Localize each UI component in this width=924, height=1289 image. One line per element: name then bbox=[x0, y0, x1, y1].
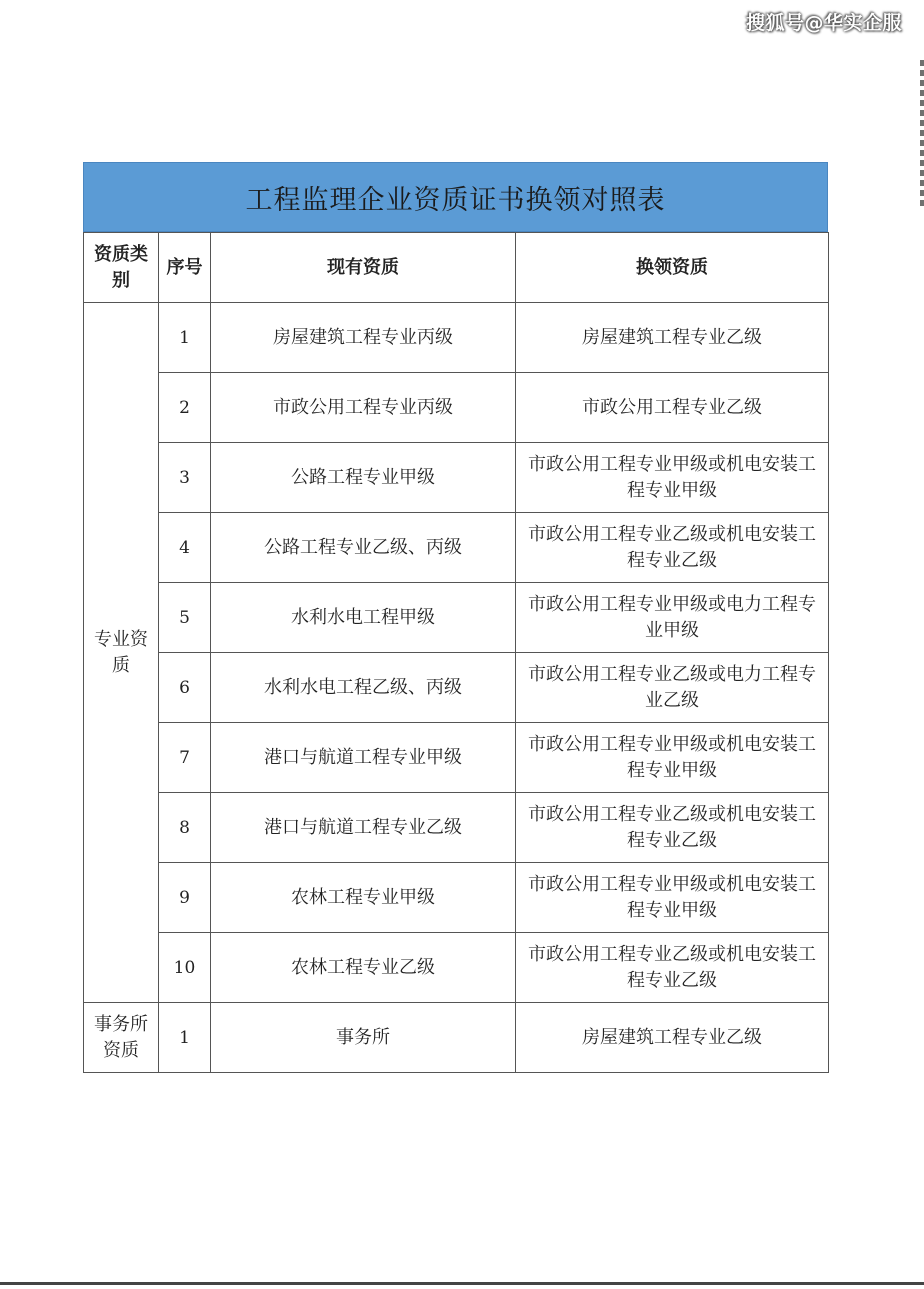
header-number: 序号 bbox=[159, 233, 211, 303]
table-row bbox=[84, 863, 829, 933]
number-cell: 10 bbox=[159, 933, 211, 1003]
number-cell: 1 bbox=[159, 303, 211, 373]
table-row bbox=[84, 373, 829, 443]
number-cell: 1 bbox=[159, 1003, 211, 1073]
number-cell: 5 bbox=[159, 583, 211, 653]
header-row bbox=[84, 233, 829, 303]
table-row bbox=[84, 933, 829, 1003]
current-cell: 港口与航道工程专业乙级 bbox=[211, 793, 516, 863]
table-body bbox=[84, 303, 829, 1073]
current-cell: 农林工程专业乙级 bbox=[211, 933, 516, 1003]
table-row bbox=[84, 583, 829, 653]
current-cell: 事务所 bbox=[211, 1003, 516, 1073]
comparison-table bbox=[83, 162, 828, 1073]
number-cell: 7 bbox=[159, 723, 211, 793]
current-cell: 农林工程专业甲级 bbox=[211, 863, 516, 933]
current-cell: 房屋建筑工程专业丙级 bbox=[211, 303, 516, 373]
table-grid bbox=[83, 232, 829, 1073]
table-row bbox=[84, 1003, 829, 1073]
new-cell: 市政公用工程专业甲级或机电安装工程专业甲级 bbox=[516, 863, 829, 933]
number-cell: 2 bbox=[159, 373, 211, 443]
new-cell: 市政公用工程专业甲级或机电安装工程专业甲级 bbox=[516, 723, 829, 793]
number-cell: 6 bbox=[159, 653, 211, 723]
current-cell: 水利水电工程甲级 bbox=[211, 583, 516, 653]
table-row bbox=[84, 653, 829, 723]
header-new: 换领资质 bbox=[516, 233, 829, 303]
new-cell: 房屋建筑工程专业乙级 bbox=[516, 303, 829, 373]
current-cell: 公路工程专业乙级、丙级 bbox=[211, 513, 516, 583]
current-cell: 市政公用工程专业丙级 bbox=[211, 373, 516, 443]
new-cell: 房屋建筑工程专业乙级 bbox=[516, 1003, 829, 1073]
new-cell: 市政公用工程专业乙级或电力工程专业乙级 bbox=[516, 653, 829, 723]
new-cell: 市政公用工程专业乙级或机电安装工程专业乙级 bbox=[516, 933, 829, 1003]
table-row bbox=[84, 793, 829, 863]
header-current: 现有资质 bbox=[211, 233, 516, 303]
table-row bbox=[84, 443, 829, 513]
bottom-divider bbox=[0, 1282, 924, 1285]
table-row bbox=[84, 513, 829, 583]
new-cell: 市政公用工程专业甲级或电力工程专业甲级 bbox=[516, 583, 829, 653]
new-cell: 市政公用工程专业乙级 bbox=[516, 373, 829, 443]
new-cell: 市政公用工程专业甲级或机电安装工程专业甲级 bbox=[516, 443, 829, 513]
table-row bbox=[84, 303, 829, 373]
number-cell: 3 bbox=[159, 443, 211, 513]
number-cell: 9 bbox=[159, 863, 211, 933]
current-cell: 水利水电工程乙级、丙级 bbox=[211, 653, 516, 723]
new-cell: 市政公用工程专业乙级或机电安装工程专业乙级 bbox=[516, 513, 829, 583]
table-row bbox=[84, 723, 829, 793]
category-cell: 专业资质 bbox=[84, 303, 159, 1003]
new-cell: 市政公用工程专业乙级或机电安装工程专业乙级 bbox=[516, 793, 829, 863]
current-cell: 公路工程专业甲级 bbox=[211, 443, 516, 513]
category-cell: 事务所资质 bbox=[84, 1003, 159, 1073]
number-cell: 4 bbox=[159, 513, 211, 583]
edge-marks bbox=[920, 60, 924, 210]
table-title: 工程监理企业资质证书换领对照表 bbox=[83, 162, 828, 232]
current-cell: 港口与航道工程专业甲级 bbox=[211, 723, 516, 793]
header-category: 资质类别 bbox=[84, 233, 159, 303]
number-cell: 8 bbox=[159, 793, 211, 863]
watermark: 搜狐号@华实企服 bbox=[745, 12, 902, 34]
